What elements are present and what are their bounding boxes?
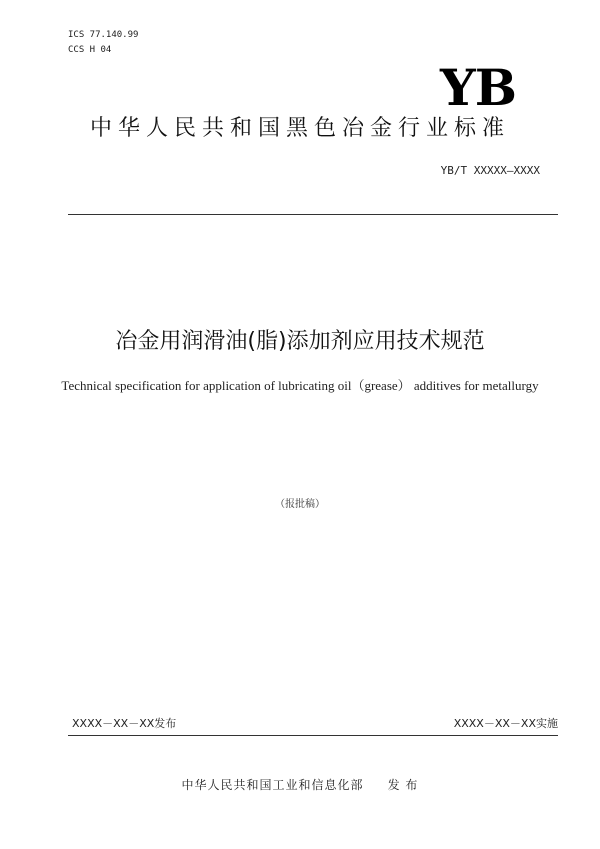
issuing-authority: 中华人民共和国工业和信息化部 发 布 bbox=[181, 778, 419, 792]
footer-divider bbox=[68, 735, 558, 736]
document-title-en: Technical specification for application of lubricating oil（grease） additives for metallurgy bbox=[61, 378, 539, 393]
yb-logo: YB bbox=[440, 58, 516, 117]
implement-date: XXXX－XX－XX实施 bbox=[453, 717, 558, 730]
classification-codes bbox=[68, 28, 138, 58]
draft-status: （报批稿） bbox=[275, 499, 325, 510]
publish-date: XXXX－XX－XX发布 bbox=[72, 717, 177, 730]
ics-code: ICS 77.140.99 bbox=[68, 30, 139, 40]
industry-standard-title: 中华人民共和国黑色冶金行业标准 bbox=[89, 116, 510, 141]
header-divider bbox=[68, 214, 558, 215]
standard-number: YB/T XXXXX—XXXX bbox=[440, 164, 540, 177]
ccs-code: CCS H 04 bbox=[68, 45, 112, 55]
document-title-zh: 冶金用润滑油(脂)添加剂应用技术规范 bbox=[115, 329, 485, 354]
